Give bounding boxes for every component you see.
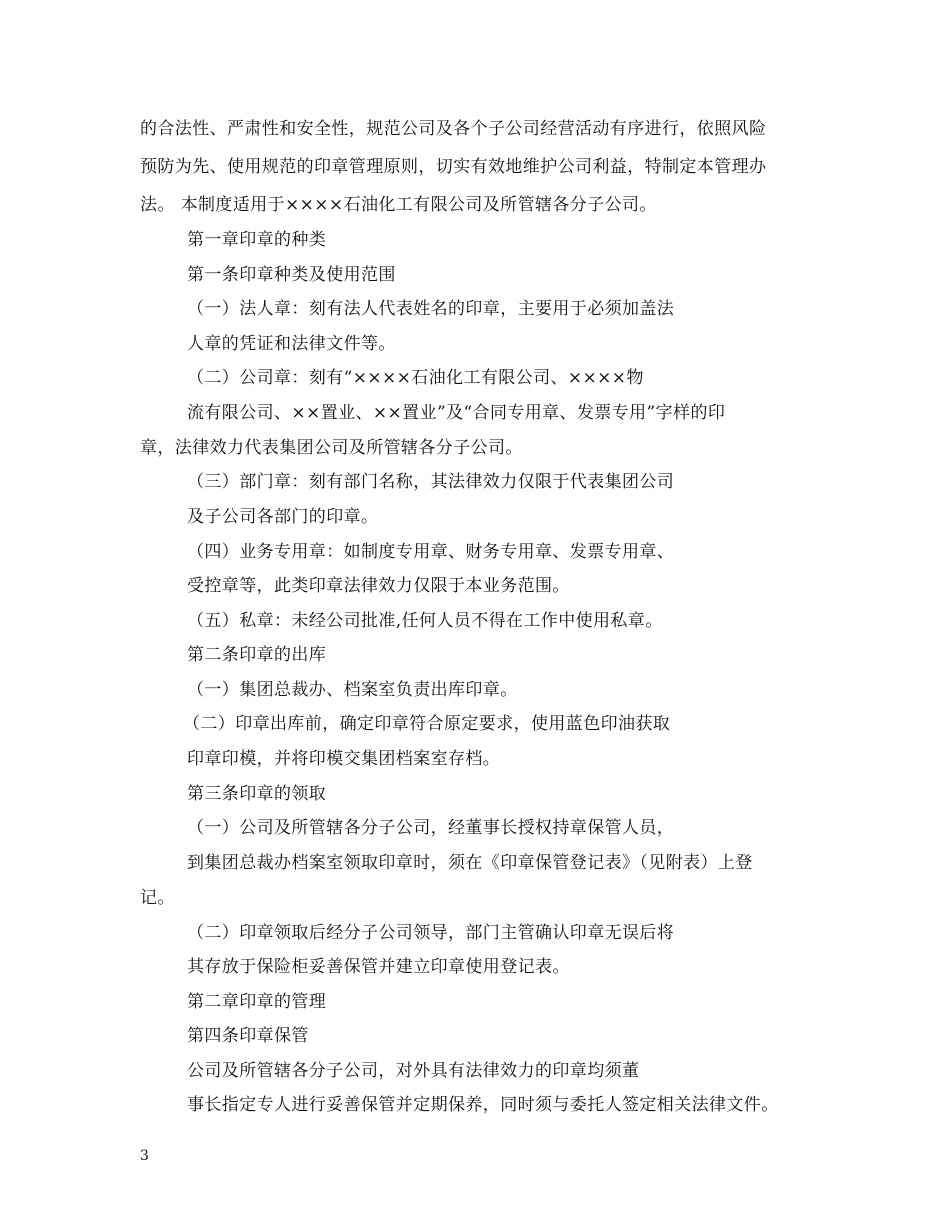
text-line-21: （一）公司及所管辖各分子公司，经董事长授权持章保管人员， <box>187 818 675 838</box>
text-line-6: （一）法人章：刻有法人代表姓名的印章，主要用于必须加盖法 <box>187 299 675 319</box>
article-heading-3: 第三条印章的领取 <box>187 784 327 804</box>
text-line-29: 事长指定专人进行妥善保管并定期保养，同时须与委托人签定相关法律文件。 <box>187 1095 779 1115</box>
text-line-15: （五）私章：未经公司批准,任何人员不得在工作中使用私章。 <box>187 611 663 631</box>
text-line-25: 其存放于保险柜妥善保管并建立印章使用登记表。 <box>187 957 570 977</box>
text-line-1: 的合法性、严肃性和安全性，规范公司及各个子公司经营活动有序进行，依照风险 <box>140 119 767 139</box>
text-line-17: （一）集团总裁办、档案室负责出库印章。 <box>187 680 518 700</box>
text-line-3: 法。 本制度适用于××××石油化工有限公司及所管辖各分子公司。 <box>140 195 657 215</box>
text-line-12: 及子公司各部门的印章。 <box>187 507 379 527</box>
text-line-13: （四）业务专用章：如制度专用章、财务专用章、发票专用章、 <box>187 542 675 562</box>
text-line-24: （二）印章领取后经分子公司领导，部门主管确认印章无误后将 <box>187 923 675 943</box>
page-number: 3 <box>140 1148 149 1164</box>
article-heading-1: 第一条印章种类及使用范围 <box>187 265 396 285</box>
text-line-23: 记。 <box>140 888 175 908</box>
chapter-heading-2: 第二章印章的管理 <box>187 992 327 1012</box>
text-line-10: 章，法律效力代表集团公司及所管辖各分子公司。 <box>140 438 523 458</box>
text-line-22: 到集团总裁办档案室领取印章时，须在《印章保管登记表》（见附表）上登 <box>187 853 753 873</box>
text-line-7: 人章的凭证和法律文件等。 <box>187 334 396 354</box>
chapter-heading-1: 第一章印章的种类 <box>187 230 327 250</box>
article-heading-4: 第四条印章保管 <box>187 1026 309 1046</box>
text-line-28: 公司及所管辖各分子公司，对外具有法律效力的印章均须董 <box>187 1061 640 1081</box>
text-line-2: 预防为先、使用规范的印章管理原则，切实有效地维护公司利益，特制定本管理办 <box>140 157 767 177</box>
article-heading-2: 第二条印章的出库 <box>187 645 327 665</box>
text-line-9: 流有限公司、××置业、××置业”及“合同专用章、发票专用”字样的印 <box>187 403 726 423</box>
text-line-8: （二）公司章：刻有“××××石油化工有限公司、××××物 <box>187 368 644 388</box>
text-line-19: 印章印模，并将印模交集团档案室存档。 <box>187 749 501 769</box>
text-line-11: （三）部门章：刻有部门名称，其法律效力仅限于代表集团公司 <box>187 472 675 492</box>
text-line-18: （二）印章出库前，确定印章符合原定要求，使用蓝色印油获取 <box>183 714 671 734</box>
text-line-14: 受控章等，此类印章法律效力仅限于本业务范围。 <box>187 576 570 596</box>
